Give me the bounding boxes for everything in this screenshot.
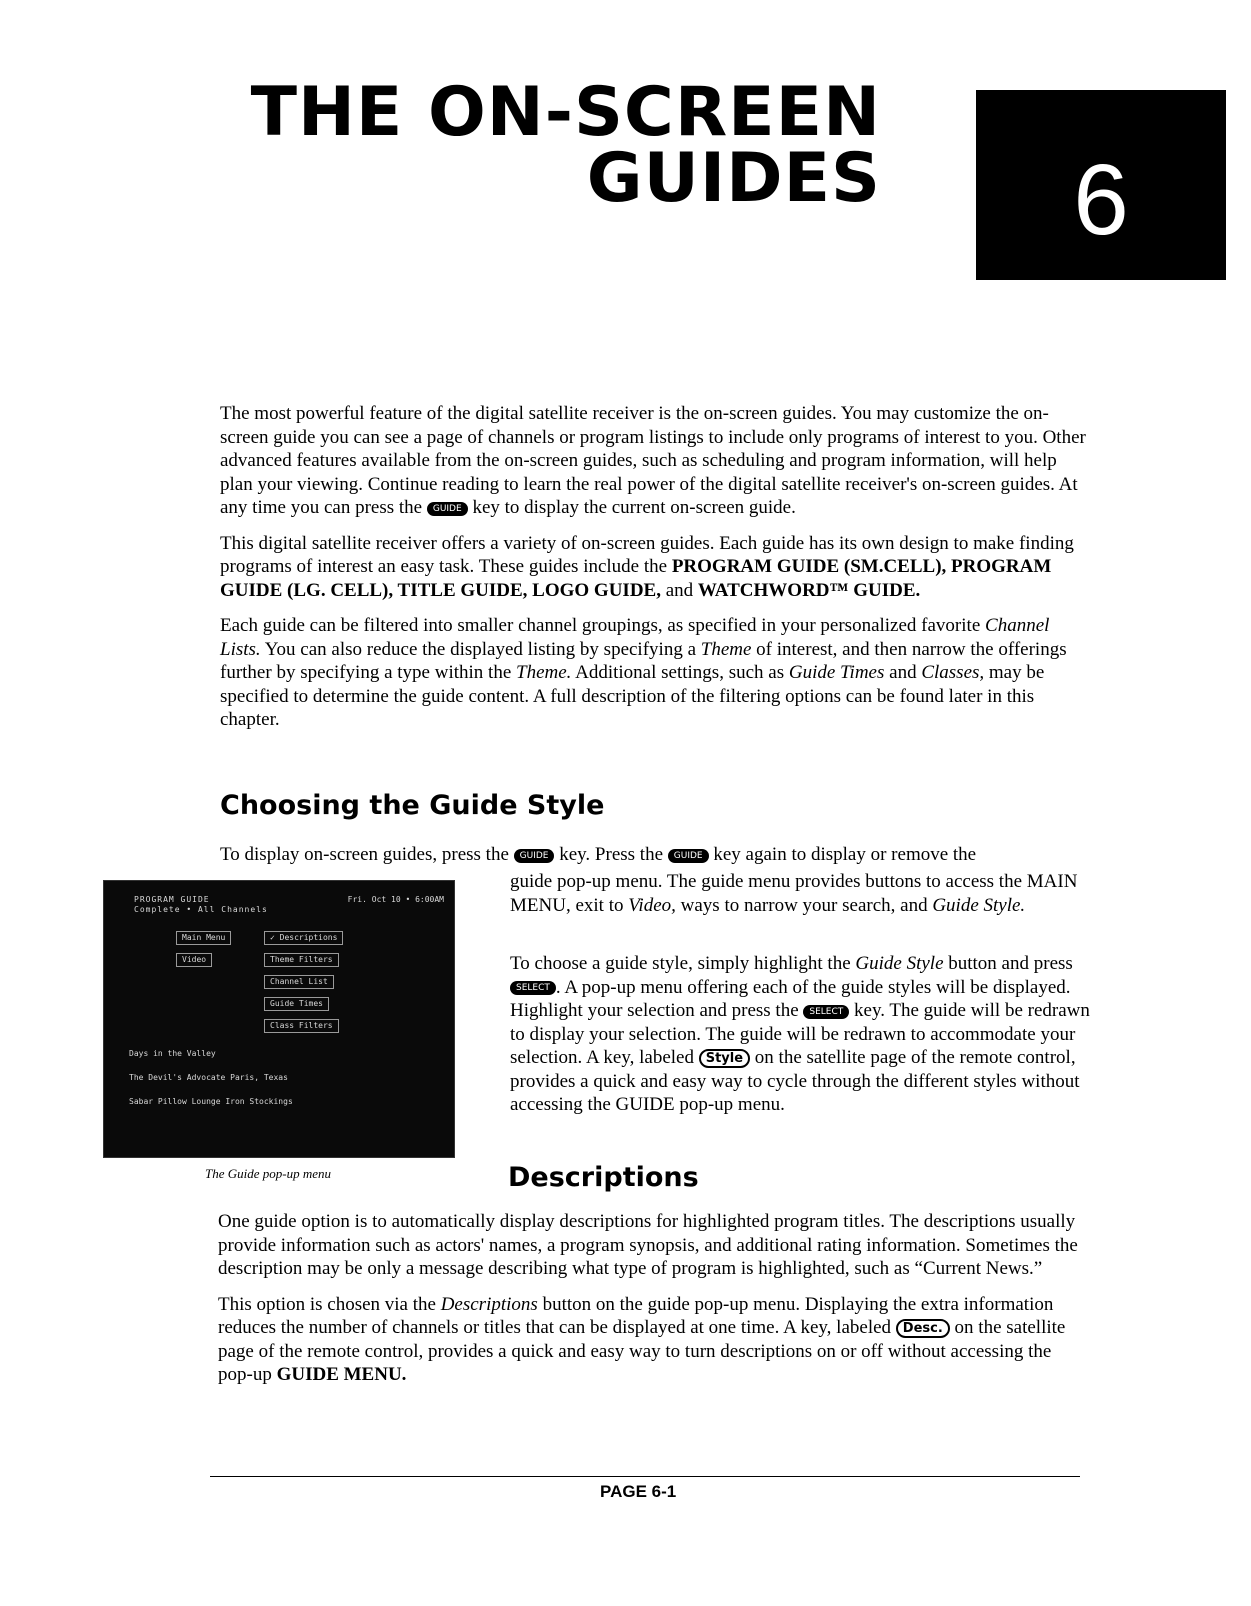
rc1-main-menu: MAIN MENU,: [510, 871, 1078, 916]
intro-text-c: key again to display or remove the: [713, 844, 977, 865]
rc2-guide-style: Guide Style: [855, 953, 944, 974]
guide-menu-paragraph: [510, 870, 1090, 929]
rc1-guide-style: Guide Style.: [932, 894, 1026, 916]
screen-menu-video: Video: [176, 953, 212, 967]
p1-end-text: key to display the current on-screen guide.: [472, 497, 796, 518]
p3-text-e: may be specified to determine the guide content. A full description of the filtering options can be found later in this chapter.: [220, 662, 1045, 730]
p5-descriptions: Descriptions: [440, 1293, 538, 1315]
p3-theme-2: Theme.: [516, 662, 572, 683]
p1-text: The most powerful feature of the digital satellite receiver is the on-screen guides. You may customize the on-screen guide you can see a page of channels or program listings to include only programs of interest to you. Other advanced features available from the on-screen guides, such as scheduling and program information, will help plan your viewing. Continue reading to learn the real power of the digital satellite receiver's on-screen guides. At any time you can press the: [220, 403, 1086, 518]
heading-descriptions: Descriptions: [508, 1162, 699, 1193]
p2-and: and: [665, 579, 694, 601]
rc1-video: Video,: [628, 894, 676, 916]
p3-text-b: You can also reduce the displayed listing by specifying a: [264, 638, 697, 660]
desc-key-icon: Desc.: [896, 1319, 950, 1338]
p2-text: This digital satellite receiver offers a variety of on-screen guides. Each guide has its own design to make finding programs of interest an easy task. These guides include the: [220, 532, 1074, 577]
footer-rule: [210, 1476, 1080, 1477]
guide-style-intro: [220, 844, 976, 866]
select-key-icon: SELECT: [510, 981, 556, 995]
p2-watchword: WATCHWORD™ GUIDE.: [697, 579, 921, 601]
screen-menu-main: Main Menu: [176, 931, 231, 945]
figure-caption: The Guide pop-up menu: [205, 1166, 332, 1181]
intro-section: [220, 402, 1090, 744]
title-line-2: GUIDES: [586, 139, 881, 218]
screen-subtitle: Complete • All Channels: [134, 905, 268, 914]
p5-guide-menu: GUIDE MENU.: [276, 1364, 407, 1385]
rc2-paragraph: [510, 952, 1090, 1117]
heading-choosing-guide-style: Choosing the Guide Style: [220, 790, 605, 821]
intro-text-a: To display on-screen guides, press the: [220, 844, 509, 865]
p5-text-a: This option is chosen via the: [218, 1293, 436, 1315]
rc2-text-a: To choose a guide style, simply highlight the: [510, 953, 851, 974]
p5-text-c: on the satellite page of the remote control, provides a quick and easy way to turn descriptions on or off without accessing the pop-up: [218, 1317, 1066, 1385]
screen-menu-class-filters: Class Filters: [264, 1019, 339, 1033]
rc2-text-b: button and press: [948, 953, 1073, 974]
screen-menu-descriptions: ✓ Descriptions: [264, 931, 343, 945]
screen-header-left: [134, 895, 268, 915]
p3-guide-times: Guide Times: [788, 662, 885, 683]
rc1-text-a: guide pop-up menu. The guide menu provides buttons to access the: [510, 871, 1023, 892]
guide-key-icon: GUIDE: [427, 502, 468, 516]
screen-row-1: Days in the Valley: [129, 1049, 216, 1058]
guide-popup-screenshot: [103, 880, 455, 1158]
p5-text-b: button on the guide pop-up menu. Displaying the extra information reduces the number of channels or titles that can be displayed at one time. A key, labeled: [218, 1293, 1054, 1338]
screen-row-2: The Devil's Advocate Paris, Texas: [129, 1073, 288, 1082]
paragraph-descriptions: One guide option is to automatically display descriptions for highlighted program titles. The descriptions usually provide information such as actors' names, a program synopsis, and additional rating information. Sometimes the description may be only a message describing what type of program is highlighted, such as “Current News.”: [218, 1211, 1078, 1279]
screen-datetime: Fri. Oct 10 • 6:00AM: [347, 895, 444, 904]
intro-text-b: key. Press the: [559, 844, 664, 865]
style-key-icon: Style: [699, 1049, 750, 1068]
page-number: PAGE 6-1: [600, 1482, 677, 1501]
rc2-text-d: key. The guide will be redrawn to display your selection. The guide will be redrawn to accommodate your selection. A key, labeled: [510, 1000, 1090, 1068]
rc1-text-c: ways to narrow your search, and: [680, 894, 928, 916]
screen-menu-guide-times: Guide Times: [264, 997, 329, 1011]
rc2-text-e: on the satellite page of the remote control, provides a quick and easy way to cycle through the different styles without accessing the GUIDE pop-up menu.: [510, 1047, 1080, 1115]
guide-key-icon: GUIDE: [514, 849, 555, 863]
p3-classes: Classes,: [921, 662, 985, 683]
p3-theme: Theme: [700, 638, 752, 660]
chapter-number: 6: [1073, 143, 1129, 256]
paragraph-filtering: [220, 614, 1090, 732]
paragraph-guides: [220, 532, 1090, 603]
p3-and: and: [889, 662, 917, 683]
screen-menu-theme-filters: Theme Filters: [264, 953, 339, 967]
select-key-icon: SELECT: [803, 1005, 849, 1019]
p3-text-a: Each guide can be filtered into smaller channel groupings, as specified in your personalized favorite: [220, 615, 981, 636]
paragraph-descriptions-option: [218, 1293, 1088, 1387]
paragraph-intro: [220, 402, 1090, 520]
chapter-number-tab: [976, 90, 1226, 280]
title-line-1: THE ON-SCREEN: [250, 73, 881, 152]
screen-menu-channel-list: Channel List: [264, 975, 334, 989]
p3-channel-lists: Channel Lists.: [220, 615, 1050, 660]
p3-text-d: Additional settings, such as: [575, 662, 785, 683]
rc1-paragraph: [510, 870, 1090, 917]
guide-style-paragraph: [510, 952, 1090, 1129]
p3-text-c: of interest, and then narrow the offerings further by specifying a type within the: [220, 638, 1067, 683]
descriptions-section: [218, 1210, 1088, 1399]
screen-title: PROGRAM GUIDE: [134, 895, 210, 904]
screen-row-3: Sabar Pillow Lounge Iron Stockings: [129, 1097, 293, 1106]
rc2-text-c: . A pop-up menu offering each of the guide styles will be displayed. Highlight your selection and press the: [510, 976, 1071, 1021]
p2-guide-names: PROGRAM GUIDE (SM.CELL), PROGRAM GUIDE (LG. CELL), TITLE GUIDE, LOGO GUIDE,: [220, 556, 1052, 601]
chapter-title: [250, 73, 881, 218]
rc1-text-b: exit to: [575, 894, 624, 916]
guide-key-icon: GUIDE: [668, 849, 709, 863]
